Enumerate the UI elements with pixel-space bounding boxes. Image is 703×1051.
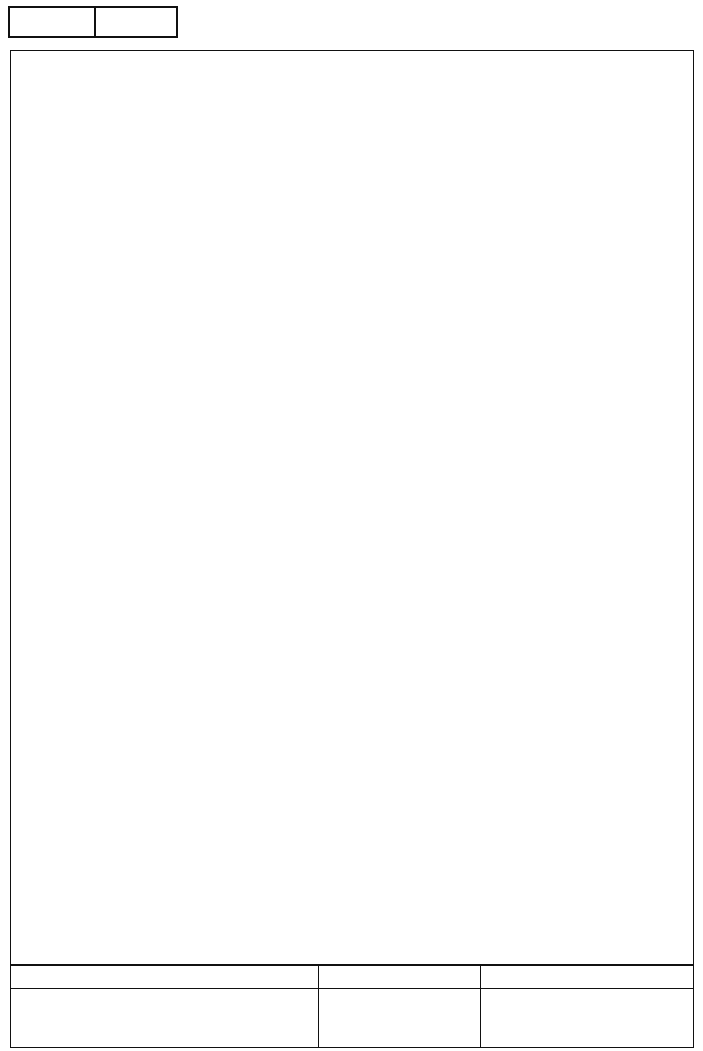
footer-divider-2: [10, 988, 694, 989]
figure-divider: [94, 8, 96, 36]
figure-number-box: [8, 6, 178, 38]
parts-table: [10, 50, 694, 965]
footer-bottom: [10, 1047, 694, 1048]
footer-divider: [10, 965, 694, 966]
footer-sep-1: [318, 965, 319, 1047]
footer-sep-2: [480, 965, 481, 1047]
footer-left: [10, 965, 11, 1047]
footer-right: [693, 965, 694, 1047]
